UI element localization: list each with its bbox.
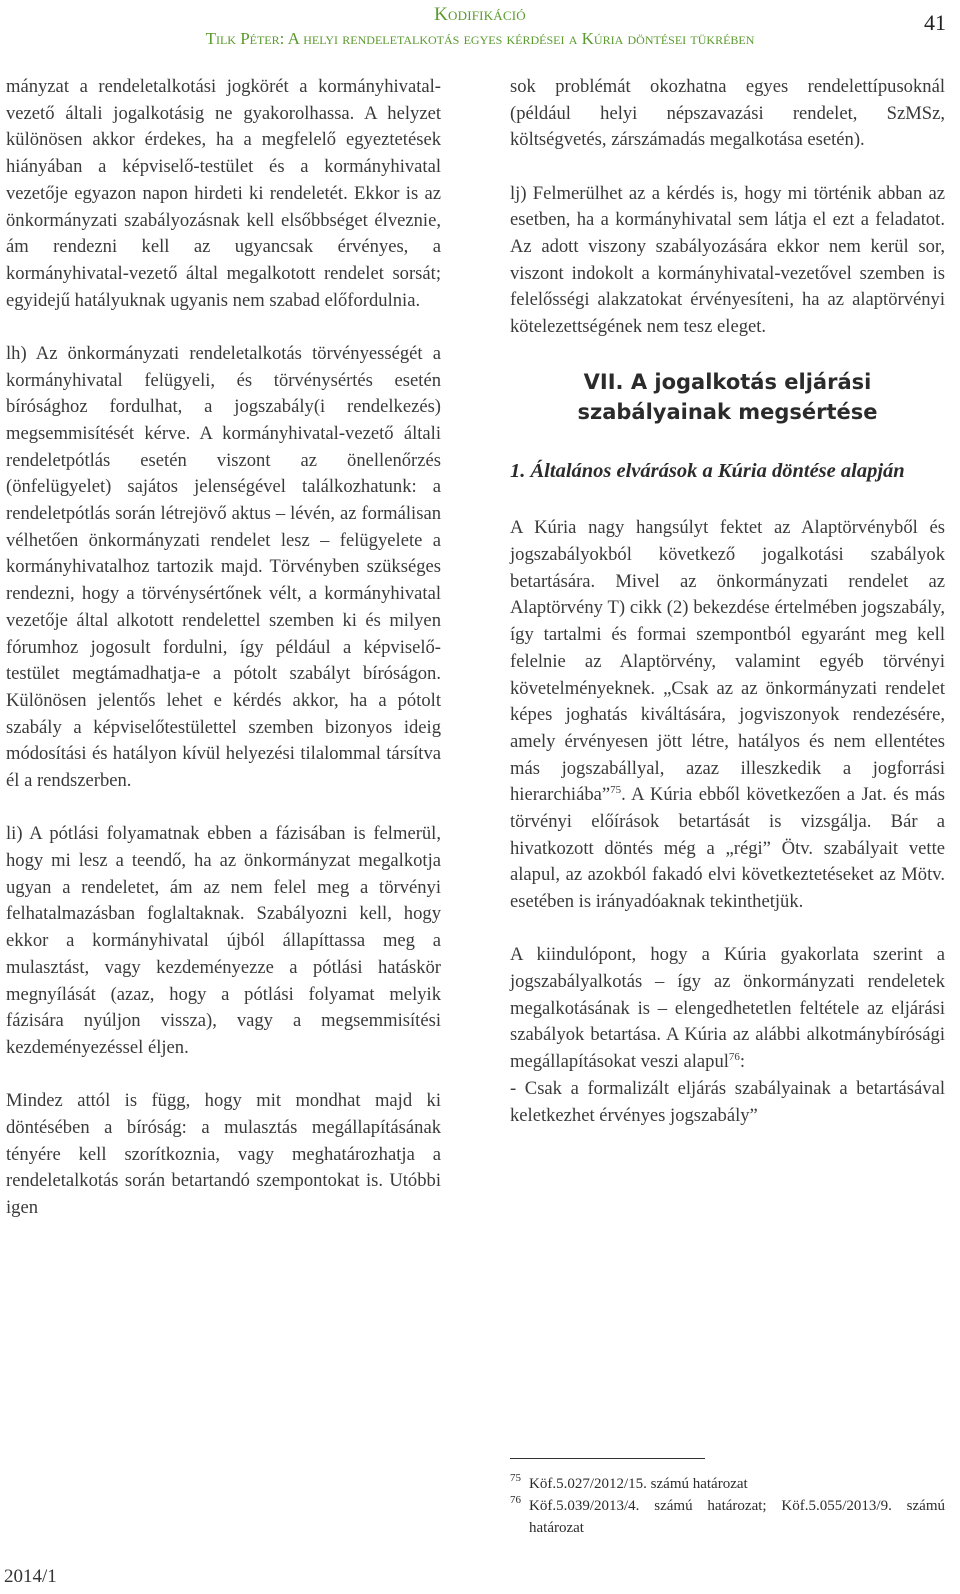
footnote-text: Köf.5.027/2012/15. számú határozat [529, 1476, 748, 1492]
footnote-ref[interactable]: 76 [728, 1051, 740, 1063]
footnote [510, 1495, 945, 1539]
paragraph: mányzat a rendeletalkotási jogkörét a kormányhivatal-vezető általi jogalkotásig ne gyakorolhassa. A helyzet különösen akkor érdekes, ha a megfelelő egyeztetések hiányában a képviselő-testület és a kormányhivatal vezetője egyazon napon hirdeti ki rendeletét. Ekkor is az önkormányzati szabályozásnak kell elsőbbséget élveznie, ám rendezni kell az ugyancsak érvényes, a kormányhivatal-vezető által megalkotott rendelet sorsát; egyidejű hatályuknak ugyanis nem szabad előfordulnia. [6, 76, 441, 311]
right-column [510, 74, 945, 1156]
paragraph: Mindez attól is függ, hogy mit mondhat majd ki döntésében a bíróság: a mulasztás megállapításának tényére kell szorítkoznia, vagy meghatározhatja a rendeletalkotás során betartandó szempontokat is. Utóbbi igen [6, 1090, 441, 1218]
footnote [510, 1473, 945, 1495]
page-header [0, 4, 960, 52]
journal-section-kicker: Kodifikáció [434, 4, 526, 25]
issue-label: 2014/1 [4, 1566, 57, 1587]
footnote-number: 76 [510, 1494, 521, 1506]
paragraph: lh) Az önkormányzati rendeletalkotás törvényességét a kormányhivatal felügyeli, és törvénysértés esetén bírósághoz fordulhat, a jogszabály(i rendelkezés) megsemmisítését kérve. A kormányhivatal-vezető általi rendeletpótlás esetén viszont az önellenőrzés (önfelügyelet) sajátos jelenségével találkozhatunk: a rendeletpótlás során létrejövő aktus – lévén, az formálisan vélhetően önkormányzati rendelet lesz – felügyelete a kormányhivatalhoz tartozik majd. Törvényben szükséges rendezni, hogy a törvénysértőnek vélt, a kormányhivatal vezetője által alkotott rendelettel szemben ki és milyen fórumhoz jogosult fordulni, így például a képviselő-testület megtámadhatja-e a pótolt szabályt bíróságon. Különösen jelentős lehet e kérdés akkor, ha a pótolt szabály a képviselőtestülettel szemben bizonyos ideig módosítási és hatályon kívül helyezési tilalommal társítva él a rendszerben. [6, 342, 441, 792]
page-number: 41 [924, 10, 946, 35]
paragraph: sok problémát okozhatna egyes rendelettípusoknál (például helyi népszavazási rendelet, SzMSz, költségvetés, zárszámadás megalkotása esetén). [510, 76, 945, 151]
paragraph-text: . A Kúria ebből következően a Jat. és más törvényi előírások betartását is vizsgálja. Bár a hivatkozott döntés még a „régi” Ötv. szabályait vette alapul, az azokból fakadó elvi következtetéseket az Mötv. esetében is irányadóaknak tekinthetjük. [510, 784, 945, 913]
footnote-divider [510, 1458, 705, 1459]
paragraph: - Csak a formalizált eljárás szabályainak a betartásával keletkezhet érvényes jogszabály” [510, 1077, 945, 1126]
section-title: VII. A jogalkotás eljárási szabályainak megsértése [577, 370, 878, 425]
paragraph-text: : [739, 1051, 746, 1073]
footnote-text: Köf.5.039/2013/4. számú határozat; Köf.5.055/2013/9. számú határozat [529, 1498, 945, 1536]
footnote-ref[interactable]: 75 [610, 784, 622, 797]
footnotes [510, 1458, 945, 1539]
paragraph [510, 942, 945, 1076]
footnote-number: 75 [510, 1472, 521, 1484]
paragraph: lj) Felmerülhet az a kérdés is, hogy mi történik abban az esetben, ha a kormányhivatal sem látja el ezt a feladatot. Az adott viszony szabályozására ekkor nem kerül sor, viszont indokolt a kormányhivatal-vezetővel szemben is felelősségi alakzatokat érvényesíteni, ha az alaptörvényi kötelezettségének nem tesz eleget. [510, 182, 945, 338]
left-column [6, 74, 441, 1248]
paragraph: li) A pótlási folyamatnak ebben a fázisában is felmerül, hogy mi lesz a teendő, ha az önkormányzat megalkotja ugyan a rendeletet, ám az nem felel meg a törvényi felhatalmazásban foglaltaknak. Szabályozni kell, hogy ekkor a kormányhivatal újból állapíttassa meg a mulasztást, vagy kezdeményezze a pótlási hatáskör megnyílását (azaz, hogy a pótlási folyamat melyik fázisára nyúljon vissza), vagy a megsemmisítési kezdeményezéssel éljen. [6, 823, 441, 1058]
paragraph-text: A kiindulópont, hogy a Kúria gyakorlata szerint a jogszabályalkotás – így az önkormányzati rendeletek megalkotásának is – elengedhetetlen feltétele az eljárási szabályok betartása. A Kúria az alábbi alkotmánybírósági megállapításokat veszi alapul [510, 944, 945, 1073]
paragraph-text: A Kúria nagy hangsúlyt fektet az Alaptörvényből és jogszabályokból következő jogalkotási szabályok betartására. Mivel az önkormányzati rendelet az Alaptörvény T) cikk (2) bekezdése értelmében jogszabály, így tartalmi és formai szempontból egyaránt meg kell felelnie az Alaptörvény, valamint egyéb törvényi követelményeknek. „Csak az az önkormányzati rendelet képes joghatás kiváltására, jogviszonyok rendezésére, amely érvényesen jött létre, hatályos és nem ellentétes más jogszabállyal, azaz illeszkedik a jogforrási hierarchiába” [510, 517, 945, 806]
paragraph [510, 515, 945, 916]
running-title: Tilk Péter: A helyi rendeletalkotás egyes kérdései a Kúria döntései tükrében [205, 29, 755, 48]
subsection-title: 1. Általános elvárások a Kúria döntése alapján [510, 460, 905, 483]
